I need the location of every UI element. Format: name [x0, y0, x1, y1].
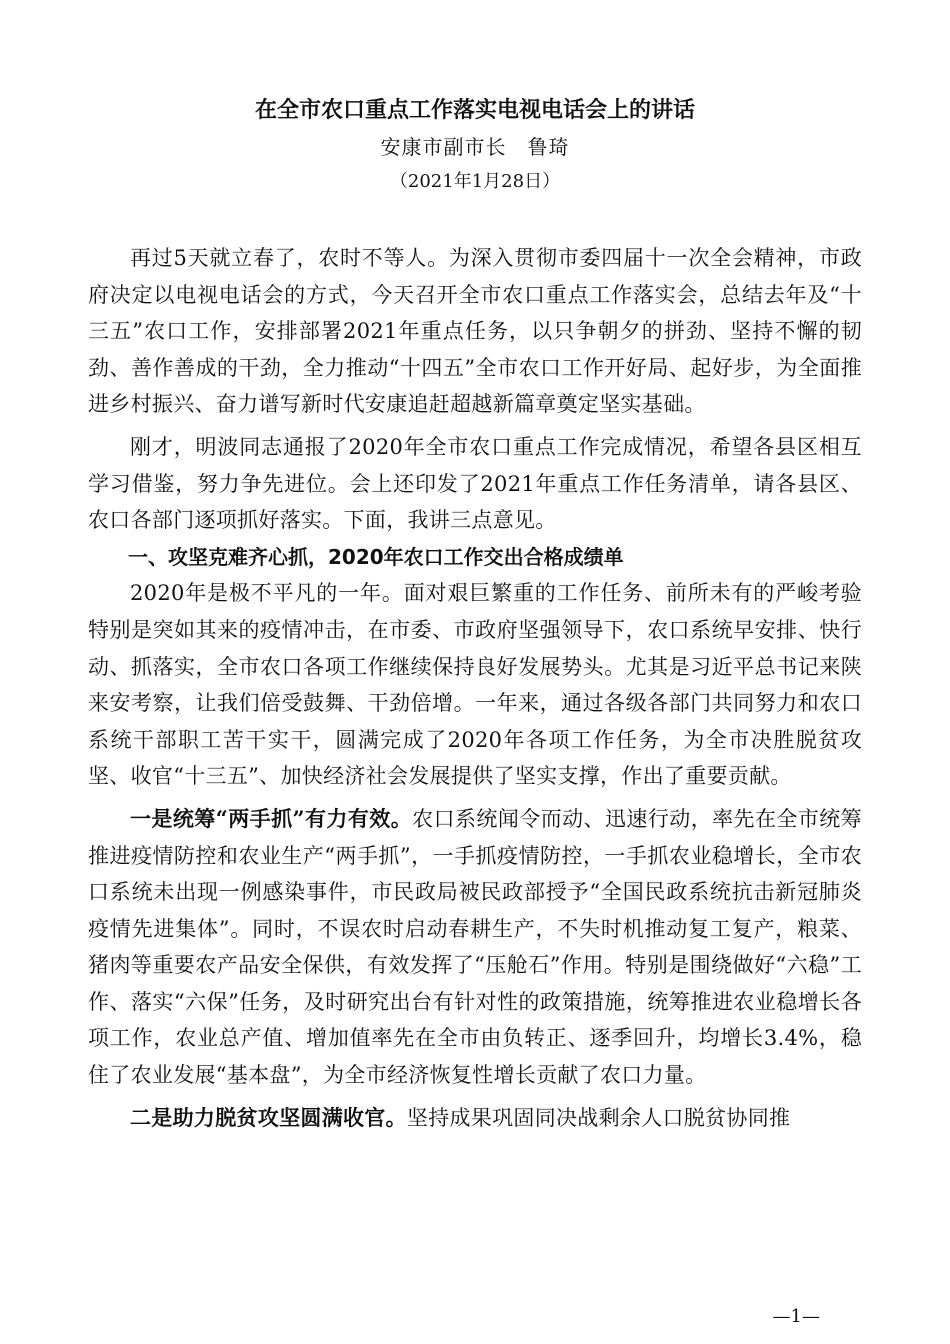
speech-title: 在全市农口重点工作落实电视电话会上的讲话 — [254, 97, 695, 123]
section-heading-1: 一、攻坚克难齐心抓，2020年农口工作交出合格成绩单 — [128, 544, 624, 569]
paragraph-point-two — [88, 1100, 862, 1137]
speaker-line: 安康市副市长 鲁琦 — [380, 135, 570, 159]
point-one-text: 农口系统闻令而动、迅速行动，率先在全市统筹推进疫情防控和农业生产“两手抓”，一手抓疫情防控，一手抓农业稳增长，全市农口系统未出现一例感染事件，市民政局被民政部授予“全国民政系统抗击新冠肺炎疫情先进集体”。同时，不误农时启动春耕生产，不失时机推动复工复产，粮菜、猪肉等重要农产品安全保供，有效发挥了“压舱石”作用。特别是围绕做好“六稳”工作、落实“六保”任务，及时研究出台有针对性的政策措施，统筹推进农业稳增长各项工作，农业总产值、增加值率先在全市由负转正、逐季回升，均增长3.4%，稳住了农业发展“基本盘”，为全市经济恢复性增长贡献了农口力量。 — [88, 806, 862, 1088]
paragraph-intro: 再过5天就立春了，农时不等人。为深入贯彻市委四届十一次全会精神，市政府决定以电视电话会的方式，今天召开全市农口重点工作落实会，总结去年及“十三五”农口工作，安排部署2021年重点任务，以只争朝夕的拼劲、坚持不懈的韧劲、善作善成的干劲，全力推动“十四五”全市农口工作开好局、起好步，为全面推进乡村振兴、奋力谱写新时代安康追赶超越新篇章奠定坚实基础。 — [88, 246, 862, 417]
speech-date: （2021年1月28日） — [389, 171, 561, 192]
paragraph-summary: 刚才，明波同志通报了2020年全市农口重点工作完成情况，希望各县区相互学习借鉴，努力争先进位。会上还印发了2021年重点工作任务清单，请各县区、农口各部门逐项抓好落实。下面，我讲三点意见。 — [88, 434, 862, 533]
document-header — [0, 92, 950, 198]
paragraph-2020-review: 2020年是极不平凡的一年。面对艰巨繁重的工作任务、前所未有的严峻考验特别是突如其来的疫情冲击，在市委、市政府坚强领导下，农口系统早安排、快行动、抓落实，全市农口各项工作继续保持良好发展势头。尤其是习近平总书记来陕来安考察，让我们倍受鼓舞、干劲倍增。一年来，通过各级各部门共同努力和农口系统干部职工苦干实干，圆满完成了2020年各项工作任务，为全市决胜脱贫攻坚、收官“十三五”、加快经济社会发展提供了坚实支撑，作出了重要贡献。 — [88, 581, 862, 789]
point-two-text: 坚持成果巩固同决战剩余人口脱贫协同推 — [406, 1105, 791, 1130]
point-one-lead: 一是统筹“两手抓”有力有效。 — [130, 805, 413, 831]
document-body — [88, 240, 862, 1136]
point-two-lead: 二是助力脱贫攻坚圆满收官。 — [130, 1104, 407, 1130]
page-footer — [0, 1302, 950, 1332]
page-number: —1— — [772, 1306, 820, 1327]
paragraph-point-one — [88, 801, 862, 1094]
